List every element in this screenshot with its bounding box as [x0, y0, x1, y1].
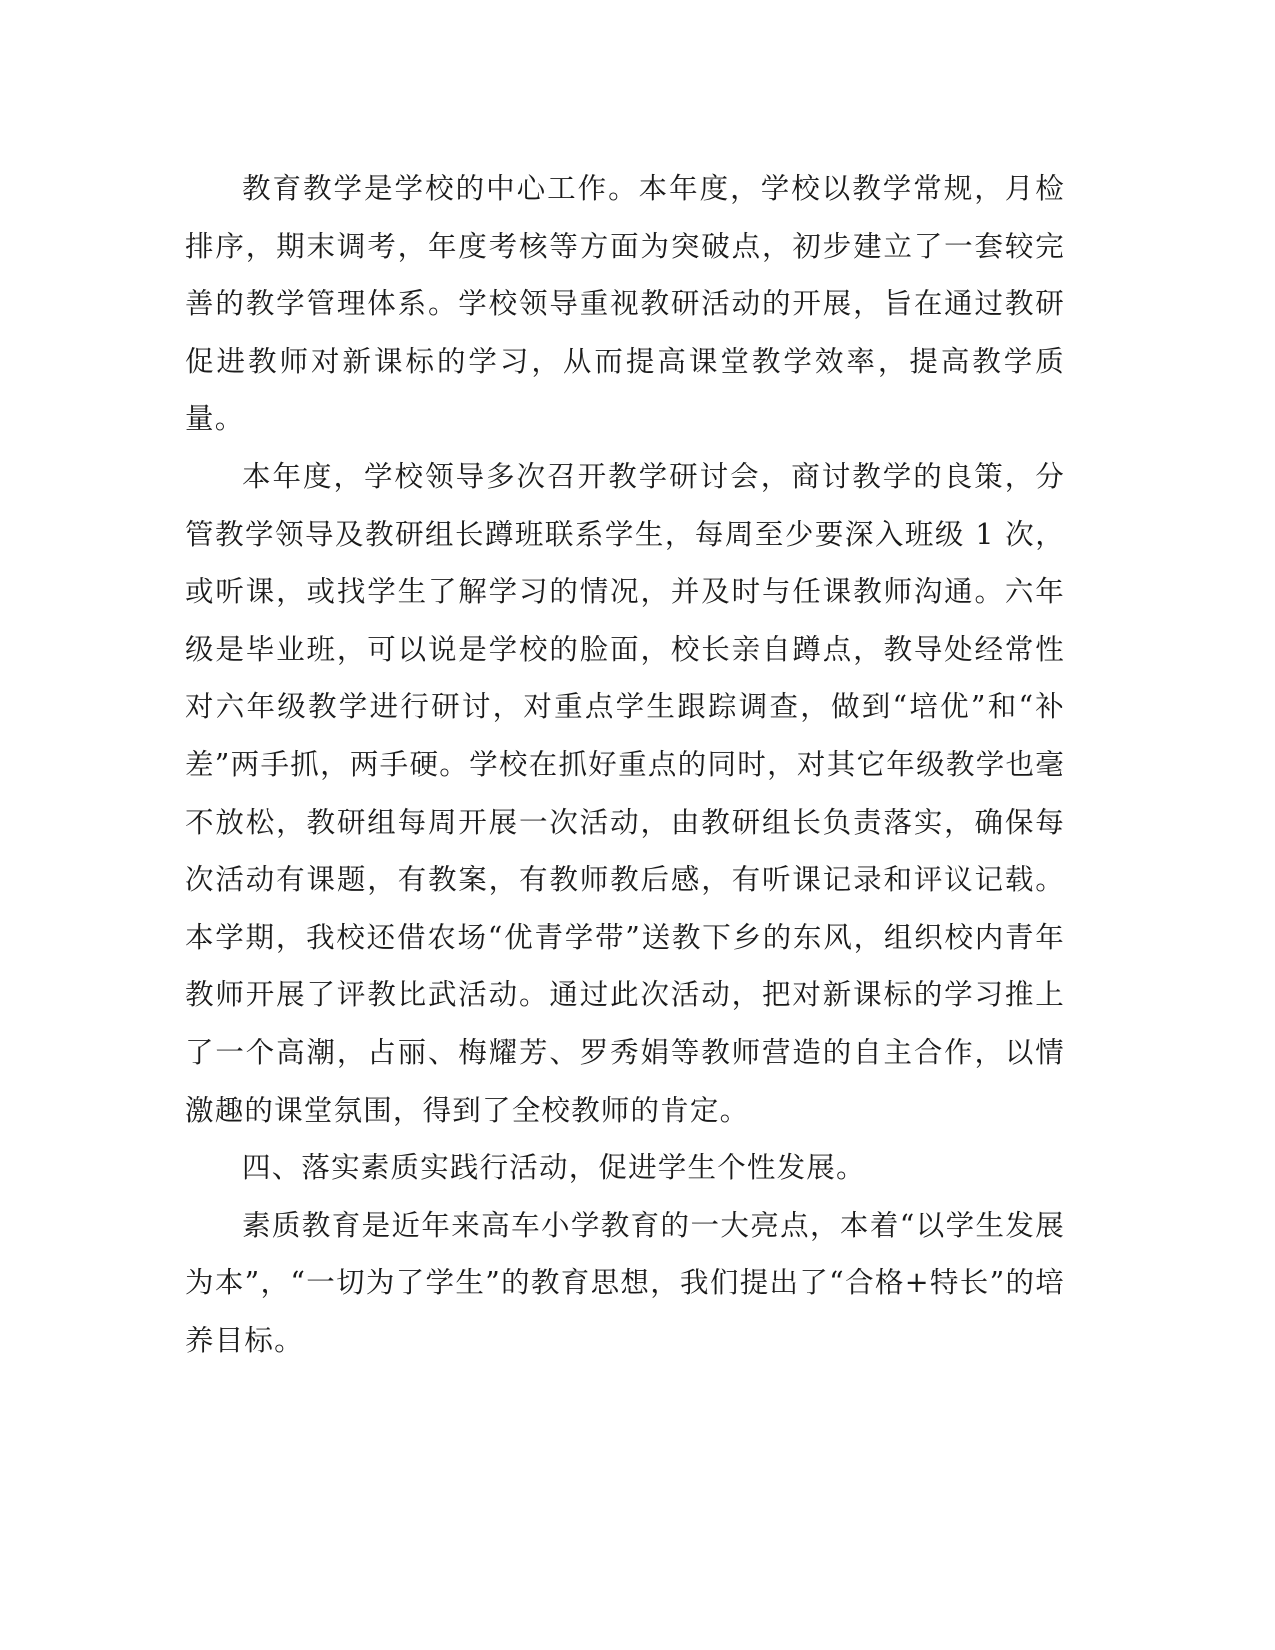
paragraph-teaching-work: 教育教学是学校的中心工作。本年度，学校以教学常规，月检排序，期末调考，年度考核等方面为突破点，初步建立了一套较完善的教学管理体系。学校领导重视教研活动的开展，旨在通过教研促进教师对新课标的学习，从而提高课堂教学效率，提高教学质量。 [185, 172, 1065, 436]
paragraph-teaching-research: 本年度，学校领导多次召开教学研讨会，商讨教学的良策，分管教学领导及教研组长蹲班联系学生，每周至少要深入班级 1 次，或听课，或找学生了解学习的情况，并及时与任课教师沟通。六年级是毕业班，可以说是学校的脸面，校长亲自蹲点，教导处经常性对六年级教学进行研讨，对重点学生跟踪调查，做到“培优”和“补差”两手抓，两手硬。学校在抓好重点的同时，对其它年级教学也毫不放松，教研组每周开展一次活动，由教研组长负责落实，确保每次活动有课题，有教案，有教师教后感，有听课记录和评议记载。本学期，我校还借农场“优青学带”送教下乡的东风，组织校内青年教师开展了评教比武活动。通过此次活动，把对新课标的学习推上了一个高潮，占丽、梅耀芳、罗秀娟等教师营造的自主合作，以情激趣的课堂氛围，得到了全校教师的肯定。 [185, 459, 1065, 1127]
section-heading-quality-practice: 四、落实素质实践行活动，促进学生个性发展。 [242, 1151, 866, 1185]
document-body [185, 160, 1065, 1369]
paragraph-quality-education: 素质教育是近年来高车小学教育的一大亮点，本着“以学生发展为本”，“一切为了学生”的教育思想，我们提出了“合格+特长”的培养目标。 [185, 1208, 1065, 1357]
